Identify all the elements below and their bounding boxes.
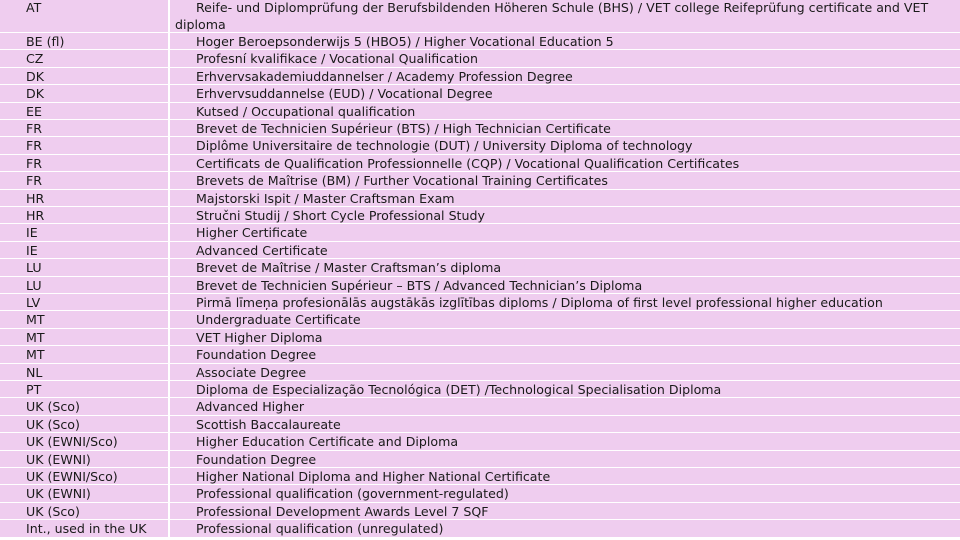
table-row (0, 0, 960, 33)
country-cell: UK (EWNI) (0, 485, 170, 502)
table-row (0, 329, 960, 346)
qualification-cell: Foundation Degree (196, 347, 317, 363)
qualification-cell: Hoger Beroepsonderwijs 5 (HBO5) / Higher Vocational Education 5 (196, 34, 614, 49)
table-row (0, 503, 960, 520)
table-row (0, 416, 960, 433)
country-cell: PT (0, 381, 170, 398)
qualification-cell: Brevet de Technicien Supérieur – BTS / Advanced Technician’s Diploma (196, 277, 643, 293)
qualification-cell: Brevet de Technicien Supérieur (BTS) / High Technician Certificate (196, 121, 611, 136)
country-cell: FR (0, 137, 170, 154)
country-cell: AT (0, 0, 170, 33)
country-cell: CZ (0, 50, 170, 67)
country-cell: FR (0, 155, 170, 172)
qualification-cell: Scottish Baccalaureate (196, 416, 341, 432)
country-cell: UK (Sco) (0, 398, 170, 415)
table-row (0, 33, 960, 50)
qualification-cell: Kutsed / Occupational qualification (196, 103, 416, 119)
qualification-cell: Advanced Certificate (196, 242, 328, 258)
table-row (0, 485, 960, 502)
country-cell: LV (0, 294, 170, 311)
qualification-cell: Brevet de Maîtrise / Master Craftsman’s diploma (196, 260, 502, 276)
country-cell: MT (0, 329, 170, 346)
table-row (0, 277, 960, 294)
country-cell: NL (0, 364, 170, 381)
qualification-cell: Higher Education Certificate and Diploma (196, 434, 459, 450)
country-cell: UK (EWNI) (0, 451, 170, 468)
qualification-cell: Reife- und Diplomprüfung der Berufsbildenden Höheren Schule (BHS) / VET college Reifeprüfung certificate and VET diploma (175, 0, 929, 32)
table-row (0, 190, 960, 207)
qualification-cell: Professional Development Awards Level 7 SQF (196, 503, 489, 519)
qualification-cell: Higher National Diploma and Higher National Certificate (196, 469, 551, 484)
table-row (0, 398, 960, 415)
table-row (0, 433, 960, 450)
country-cell: LU (0, 277, 170, 294)
qualification-cell: Profesní kvalifikace / Vocational Qualification (196, 51, 478, 67)
table-row (0, 137, 960, 154)
table-row (0, 120, 960, 137)
qualification-cell: Certificats de Qualification Professionnelle (CQP) / Vocational Qualification Certificates (196, 155, 740, 171)
table-row (0, 103, 960, 120)
table-row (0, 172, 960, 189)
table-row (0, 451, 960, 468)
table-row (0, 224, 960, 241)
country-cell: UK (Sco) (0, 416, 170, 433)
qualification-cell: Associate Degree (196, 364, 307, 380)
country-cell: DK (0, 68, 170, 85)
table-row (0, 520, 960, 537)
country-cell: MT (0, 346, 170, 363)
table-row (0, 259, 960, 276)
table-row (0, 68, 960, 85)
table-row (0, 381, 960, 398)
qualification-cell: Advanced Higher (196, 399, 305, 415)
qualification-cell: Foundation Degree (196, 451, 317, 467)
country-cell: FR (0, 172, 170, 189)
qualification-cell: Stručni Studij / Short Cycle Professional Study (196, 208, 485, 223)
qualification-cell: Erhvervsuddannelse (EUD) / Vocational Degree (196, 86, 493, 102)
country-cell: UK (Sco) (0, 503, 170, 520)
country-cell: UK (EWNI/Sco) (0, 433, 170, 450)
country-cell: IE (0, 242, 170, 259)
qualification-cell: Majstorski Ispit / Master Craftsman Exam (196, 190, 455, 206)
qualification-cell: Undergraduate Certificate (196, 312, 361, 328)
qualification-cell: Diplôme Universitaire de technologie (DUT) / University Diploma of technology (196, 138, 693, 154)
table-row (0, 346, 960, 363)
country-cell: LU (0, 259, 170, 276)
table-row (0, 468, 960, 485)
country-cell: IE (0, 224, 170, 241)
qualification-cell: Higher Certificate (196, 225, 308, 241)
country-cell: MT (0, 311, 170, 328)
country-cell: BE (fl) (0, 33, 170, 50)
table-row (0, 155, 960, 172)
qualification-cell: Professional qualification (government-regulated) (196, 486, 509, 502)
table-row (0, 50, 960, 67)
table-row (0, 311, 960, 328)
country-cell: DK (0, 85, 170, 102)
table-row (0, 207, 960, 224)
country-cell: HR (0, 190, 170, 207)
qualification-cell: Erhvervsakademiuddannelser / Academy Profession Degree (196, 68, 573, 84)
qualification-cell: Pirmā līmeņa profesionālās augstākās izglītības diploms / Diploma of first level professional higher education (196, 295, 883, 310)
qualification-cell: Brevets de Maîtrise (BM) / Further Vocational Training Certificates (196, 173, 608, 189)
country-cell: UK (EWNI/Sco) (0, 468, 170, 485)
country-cell: EE (0, 103, 170, 120)
country-cell: FR (0, 120, 170, 137)
table-row (0, 364, 960, 381)
qualification-cell: VET Higher Diploma (196, 329, 323, 345)
table-row (0, 85, 960, 102)
table-row (0, 242, 960, 259)
qualification-cell: Professional qualification (unregulated) (196, 521, 444, 537)
country-cell: HR (0, 207, 170, 224)
country-cell: Int., used in the UK (0, 520, 170, 537)
qualification-cell: Diploma de Especialização Tecnológica (DET) /Technological Specialisation Diploma (196, 382, 722, 397)
table-row (0, 294, 960, 311)
